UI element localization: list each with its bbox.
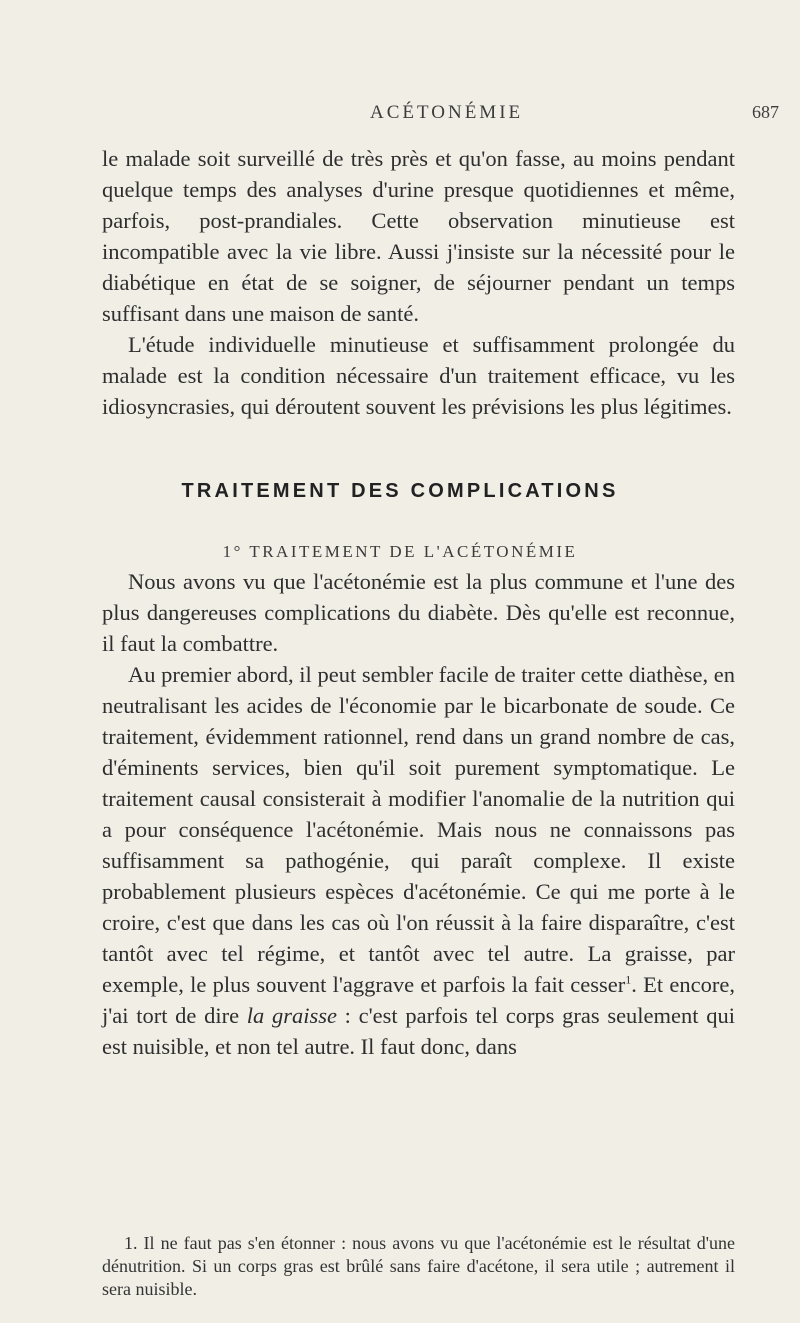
page-number: 687 (752, 102, 779, 122)
italic-text: la graisse (246, 1003, 337, 1028)
acetonemia-text (102, 566, 735, 1062)
section-heading: TRAITEMENT DES COMPLICATIONS (181, 480, 619, 502)
footnote: 1. Il ne faut pas s'en étonner : nous avons vu que l'acétonémie est le résultat d'une dénutrition. Si un corps gras est brûlé sans faire d'acétone, il sera utile ; autrement il sera nuisible. (102, 1233, 735, 1299)
footnote-reference: 1 (625, 972, 632, 987)
intro-text (102, 143, 735, 422)
paragraph-text: Au premier abord, il peut sembler facile de traiter cette diathèse, en neutralisant les acides de l'économie par le bicarbonate de soude. Ce traitement, évidemment rationnel, rend dans un grand nombre de cas, d'éminents services, bien qu'il soit purement symptomatique. Le traitement causal consisterait à modifier l'anomalie de la nutrition qui a pour conséquence l'acétonémie. Mais nous ne connaissons pas suffisamment sa pathogénie, qui paraît complexe. Il existe probablement plusieurs espèces d'acétonémie. Ce qui me porte à le croire, c'est que dans les cas où l'on réussit à la faire disparaître, c'est tantôt avec tel régime, et tantôt avec tel autre. La graisse, par exemple, le plus souvent l'aggrave et parfois la fait cesser (102, 662, 735, 997)
acetonemia-paragraph: Nous avons vu que l'acétonémie est la plus commune et l'une des plus dangereuses complications du diabète. Dès qu'elle est reconnue, il faut la combattre. (102, 569, 735, 656)
subsection-heading: 1° TRAITEMENT DE L'ACÉTONÉMIE (222, 542, 578, 561)
paragraph-text: : c'est parfois tel corps gras seulement qui est nuisible, et non tel autre. Il faut donc, dans (102, 1003, 735, 1059)
running-header (0, 102, 800, 128)
intro-paragraph: L'étude individuelle minutieuse et suffisamment prolongée du malade est la condition nécessaire d'un traitement efficace, vu les idiosyncrasies, qui déroutent souvent les prévisions les plus légitimes. (102, 332, 735, 419)
paragraph-text: . Et encore, j'ai tort de dire (102, 972, 735, 1028)
running-title: ACÉTONÉMIE (370, 102, 524, 123)
intro-paragraph: le malade soit surveillé de très près et qu'on fasse, au moins pendant quelque temps des analyses d'urine presque quotidiennes et même, parfois, post-prandiales. Cette observation minutieuse est incompatible avec la vie libre. Aussi j'insiste sur la nécessité pour le diabétique en état de se soigner, de séjourner pendant un temps suffisant dans une maison de santé. (102, 146, 735, 326)
acetonemia-paragraph (102, 659, 735, 1062)
